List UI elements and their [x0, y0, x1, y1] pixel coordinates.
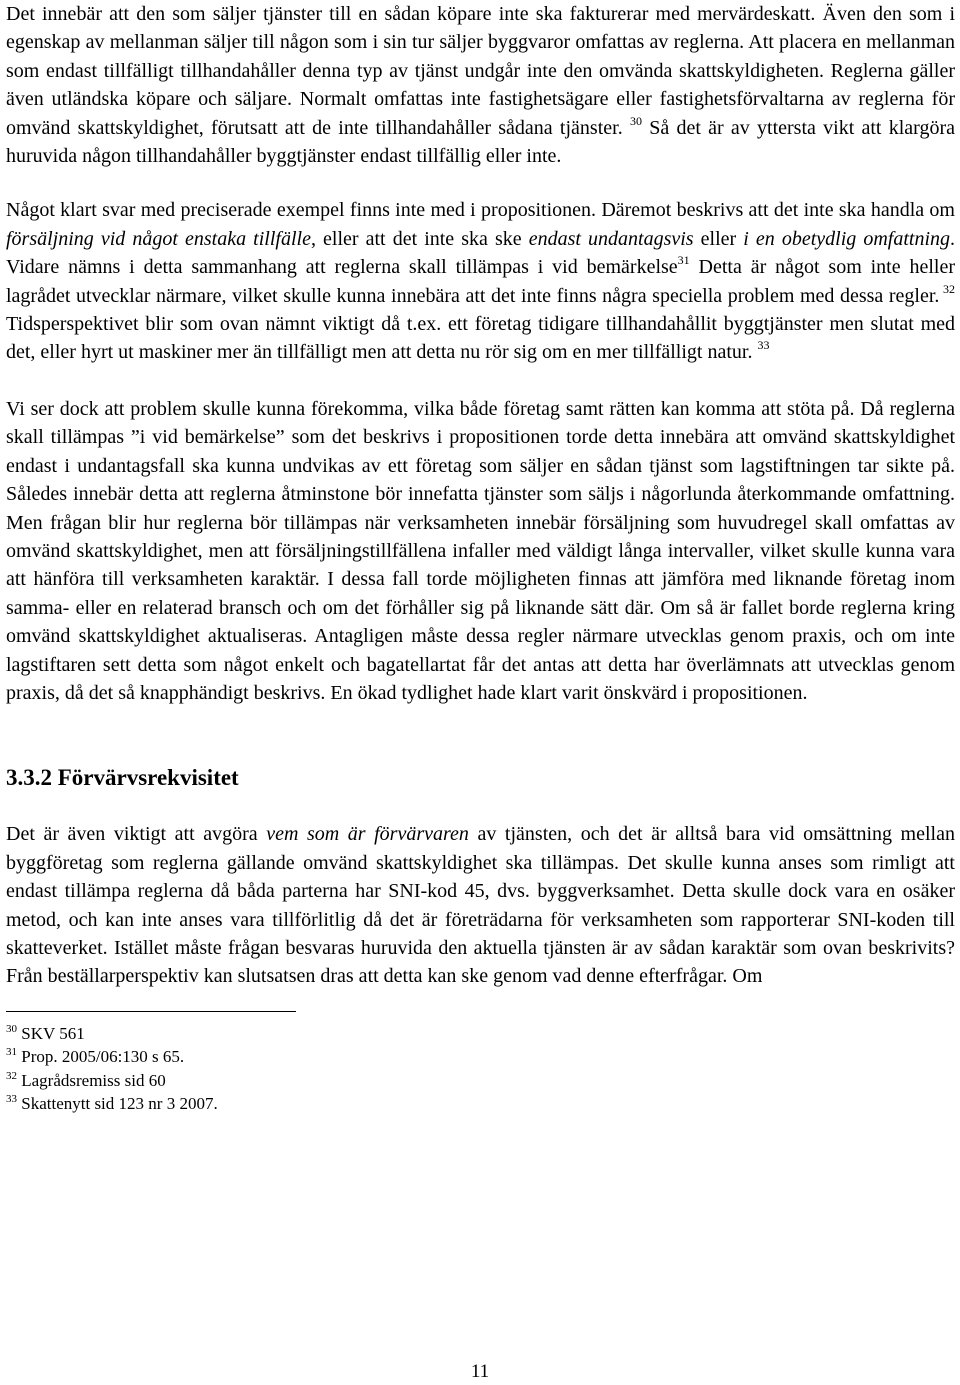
page-number: 11: [470, 1361, 490, 1382]
text-run: . Vidare nämns i detta sammanhang att reglerna skall tillämpas i vid bemärkelse: [6, 227, 956, 279]
footnote-number: 33: [6, 1093, 17, 1106]
italic-emphasis: endast undantagsvis: [528, 227, 694, 250]
text-run: Det är även viktigt att avgöra: [6, 823, 267, 846]
footnotes: [6, 1022, 955, 1116]
footnote-text: Lagrådsremiss sid 60: [17, 1070, 166, 1090]
text-run: eller: [693, 227, 744, 250]
paragraph-2: [6, 196, 955, 366]
footnote-separator: [6, 1011, 296, 1012]
footnote: [6, 1069, 955, 1093]
text-run: Något klart svar med preciserade exempel finns inte med i propositionen. Däremot beskrivs att det inte ska handla om: [6, 199, 955, 222]
footnote-number: 30: [6, 1022, 17, 1035]
text-run: Tidsperspektivet blir som ovan nämnt viktigt då t.ex. ett företag tidigare tillhandahållit byggtjänster men slutat med det, eller hyrt ut maskiner mer än tillfälligt men att detta nu rör sig om en mer tillfälligt natur.: [6, 313, 955, 364]
paragraph-3: [6, 395, 955, 707]
text-run: Det innebär att den som säljer tjänster till en sådan köpare inte ska fakturerar med mervärdeskatt. Även den som i egenskap av mellanman säljer till någon som i sin tur säljer byggvaror omfattas av reglerna. Att placera en mellanman som endast tillfälligt tillhandahåller denna typ av tjänst undgår inte den omvända skattskyldigheten. Reglerna gäller även utländska köpare och säljare. Normalt omfattas inte fastighetsägare eller fastighetsförvaltarna av reglerna för omvänd skattskyldighet, förutsatt att de inte tillhandahåller sådana tjänster.: [6, 3, 955, 139]
footnote-text: SKV 561: [17, 1023, 85, 1043]
footnote: [6, 1022, 955, 1046]
text-run: Detta är något som inte heller lagrådet utvecklar närmare, vilket skulle kunna innebära att det inte finns några speciella problem med dessa regler.: [6, 256, 955, 307]
text-run: Vi ser dock att problem skulle kunna förekomma, vilka både företag samt rätten kan komma att stöta på. Då reglerna skall tillämpas ”i vid bemärkelse” som det beskrivs i propositionen torde detta innebära att omvänd skattskyldighet endast i undantagsfall ska kunna undvikas av ett företag som säljer en sådan tjänst som lagstiftningen tar sikte på. Således innebär detta att reglerna åtminstone bör innefatta tjänster som säljs i någorlunda återkommande omfattning. Men frågan blir hur reglerna bör tillämpas när verksamheten innebär försäljning som huvudregel skall omfattas av omvänd skattskyldighet, men att försäljningstillfällena infaller med väldigt långa intervaller, vilket skulle kunna vara att hänföra till verksamheten karaktär. I dessa fall torde möjligheten finnas att jämföra med liknande företag inom samma- eller en relaterad bransch och om det förhåller sig på liknande sätt där. Om så är fallet borde reglerna kring omvänd skattskyldighet aktualiseras. Antagligen måste dessa regler närmare utvecklas genom praxis, och om inte lagstiftaren sett detta som något enkelt och bagatellartat får det antas att detta har överlämnats att utvecklas genom praxis, då det så knapphändigt beskrivs. En ökad tydlighet hade klart varit önskvärd i propositionen.: [6, 397, 955, 704]
footnote-reference: 30: [629, 113, 642, 128]
text-run: av tjänsten, och det är alltså bara vid omsättning mellan byggföretag som reglerna gällande omvänd skattskyldighet ska tillämpas. Det skulle kunna anses som rimligt att endast tillämpa reglerna då båda parterna har SNI-kod 45, dvs. byggverksamhet. Detta skulle dock vara en osäker metod, och kan inte anses vara tillförlitlig då det är företrädarna för verksamheten som rapporterar SNI-koden till skatteverket. Istället måste frågan besvaras huruvida den aktuella tjänsten är av sådan karaktär som ovan beskrivits? Från beställarperspektiv kan slutsatsen dras att detta kan ske genom vad denne efterfrågar. Om: [6, 823, 955, 988]
text-run: Så det är av yttersta vikt att klargöra huruvida någon tillhandahåller byggtjänster endast tillfällig eller inte.: [6, 116, 956, 168]
text-run: , eller att det inte ska ske: [310, 227, 529, 250]
footnote-reference: 33: [757, 338, 770, 353]
section-heading: 3.3.2 Förvärvsrekvisitet: [6, 765, 239, 791]
paragraph-4: [6, 820, 955, 990]
footnote-number: 32: [6, 1069, 17, 1082]
footnote-text: Prop. 2005/06:130 s 65.: [17, 1047, 185, 1067]
footnote-text: Skattenytt sid 123 nr 3 2007.: [17, 1094, 218, 1114]
footnote: [6, 1045, 955, 1069]
footnote-number: 31: [6, 1046, 17, 1059]
footnote-reference: 31: [677, 253, 690, 268]
italic-emphasis: vem som är förvärvaren: [266, 823, 469, 846]
italic-emphasis: försäljning vid något enstaka tillfälle: [6, 227, 311, 250]
footnote-reference: 32: [939, 281, 955, 296]
italic-emphasis: i en obetydlig omfattning: [743, 227, 951, 250]
paragraph-1: [6, 0, 955, 170]
footnote: [6, 1092, 955, 1116]
